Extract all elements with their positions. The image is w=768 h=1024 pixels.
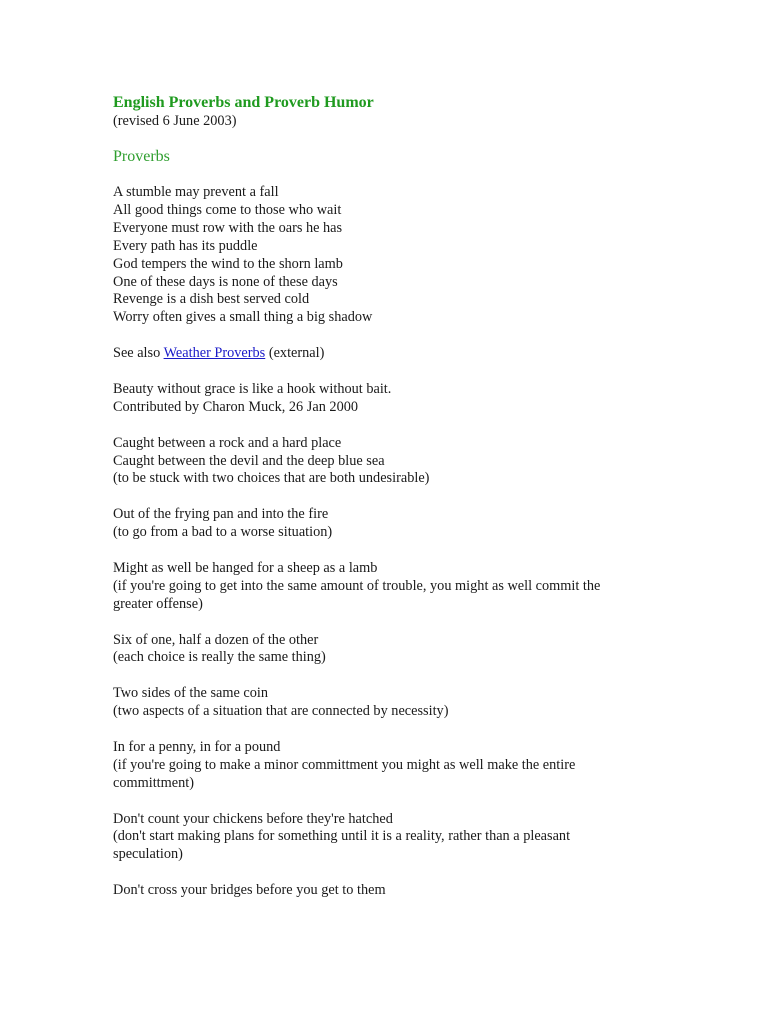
entry-explanation: committment) (113, 774, 194, 791)
proverb-line: Everyone must row with the oars he has (113, 219, 343, 236)
entry-explanation: greater offense) (113, 595, 203, 612)
proverb-line: One of these days is none of these days (113, 273, 338, 290)
entry-cross-bridges (113, 882, 653, 900)
see-also-line (113, 345, 653, 363)
entry-text: Caught between the devil and the deep blue sea (113, 452, 385, 469)
entry-text: In for a penny, in for a pound (113, 738, 281, 755)
entry-text: Don't cross your bridges before you get to them (113, 882, 386, 899)
entry-text: Don't count your chickens before they're hatched (113, 810, 393, 827)
entry-count-chickens (113, 811, 653, 865)
proverb-line: Worry often gives a small thing a big shadow (113, 309, 373, 326)
entry-text: Six of one, half a dozen of the other (113, 631, 319, 648)
entry-explanation: (each choice is really the same thing) (113, 649, 326, 666)
entry-text: Two sides of the same coin (113, 685, 269, 702)
section-heading-proverbs: Proverbs (113, 148, 170, 165)
entry-text: Caught between a rock and a hard place (113, 434, 342, 451)
proverb-list (113, 184, 653, 327)
entry-two-sides-coin (113, 685, 653, 721)
entry-text: Might as well be hanged for a sheep as a lamb (113, 559, 378, 576)
proverb-line: All good things come to those who wait (113, 201, 342, 218)
entry-penny-pound (113, 739, 653, 793)
proverb-line: Revenge is a dish best served cold (113, 291, 310, 308)
proverb-line: God tempers the wind to the shorn lamb (113, 255, 343, 272)
entry-frying-pan (113, 506, 653, 542)
entry-explanation: (if you're going to make a minor committment you might as well make the entire (113, 756, 576, 773)
contributor-credit: Contributed by Charon Muck, 26 Jan 2000 (113, 398, 359, 415)
entry-explanation: (to go from a bad to a worse situation) (113, 524, 333, 541)
entry-rock-hard-place (113, 435, 653, 489)
document-page (113, 94, 653, 918)
proverb-line: A stumble may prevent a fall (113, 184, 279, 200)
entry-sheep-lamb (113, 560, 653, 614)
proverb-line: Every path has its puddle (113, 237, 258, 254)
entry-explanation: (if you're going to get into the same amount of trouble, you might as well commit the (113, 577, 601, 594)
revision-date: (revised 6 June 2003) (113, 113, 237, 129)
beauty-entry (113, 381, 653, 417)
entry-explanation: (two aspects of a situation that are connected by necessity) (113, 703, 449, 720)
entry-explanation: (don't start making plans for something until it is a reality, rather than a pleasant (113, 828, 571, 845)
see-also-suffix: (external) (265, 345, 325, 362)
entry-explanation: (to be stuck with two choices that are both undesirable) (113, 470, 430, 487)
see-also-prefix: See also (113, 345, 164, 362)
entry-explanation: speculation) (113, 846, 183, 863)
entry-text: Beauty without grace is like a hook without bait. (113, 380, 392, 397)
entry-text: Out of the frying pan and into the fire (113, 506, 329, 523)
weather-proverbs-link[interactable]: Weather Proverbs (163, 345, 266, 362)
document-title: English Proverbs and Proverb Humor (113, 94, 374, 111)
entry-six-of-one (113, 632, 653, 668)
